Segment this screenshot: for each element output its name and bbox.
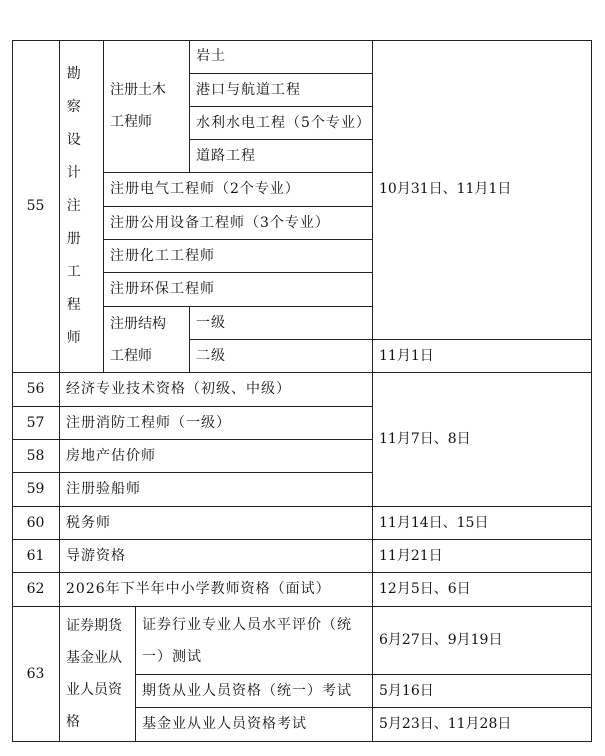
- exam-date-cell: 11月7日、8日: [373, 373, 592, 507]
- row-number: 60: [12, 507, 60, 540]
- exam-date-cell: 11月21日: [373, 540, 592, 573]
- qualification-cell: 经济专业技术资格（初级、中级）: [60, 373, 373, 407]
- qualification-cell: 注册验船师: [60, 473, 373, 507]
- qualification-cell: [136, 607, 373, 675]
- subcategory-label: 注册结构工程师: [110, 315, 166, 364]
- exam-schedule-table: [12, 40, 592, 742]
- subcategory-label: 注册土木工程师: [110, 82, 166, 130]
- row-number: 57: [12, 407, 60, 440]
- qualification-cell: 税务师: [60, 507, 373, 540]
- exam-date-cell: 12月5日、6日: [373, 573, 592, 607]
- row-number: 59: [12, 473, 60, 507]
- row-number: 63: [12, 607, 60, 742]
- row-number: 56: [12, 373, 60, 407]
- subcategory-cell: [104, 40, 190, 173]
- specialty-cell: 岩土: [190, 40, 373, 74]
- exam-date-cell: 10月31日、11月1日: [373, 40, 592, 340]
- qualification-cell: 注册环保工程师: [104, 273, 373, 307]
- category-label: 证券期货基金业从业人员资格: [66, 618, 122, 730]
- exam-date-cell: 5月23日、11月28日: [373, 708, 592, 742]
- specialty-cell: 港口与航道工程: [190, 74, 373, 107]
- specialty-cell: 道路工程: [190, 140, 373, 173]
- specialty-cell: 水利水电工程（5个专业）: [190, 107, 373, 140]
- level-cell: 一级: [190, 307, 373, 340]
- category-cell: [60, 607, 136, 742]
- exam-date-cell: 6月27日、9月19日: [373, 607, 592, 675]
- exam-date-cell: 11月14日、15日: [373, 507, 592, 540]
- row-number: 62: [12, 573, 60, 607]
- category-label: 勘察设计注册工程师: [66, 65, 82, 346]
- level-cell: 二级: [190, 340, 373, 373]
- qualification-label: 证券行业专业人员水平评价（统一）测试: [142, 616, 352, 665]
- subcategory-cell: [104, 307, 190, 373]
- row-number: 58: [12, 440, 60, 473]
- exam-date-cell: 5月16日: [373, 675, 592, 708]
- qualification-cell: 注册化工工程师: [104, 240, 373, 273]
- category-cell: [60, 40, 104, 373]
- qualification-cell: 注册消防工程师（一级）: [60, 407, 373, 440]
- row-number: 55: [12, 40, 60, 373]
- qualification-cell: 房地产估价师: [60, 440, 373, 473]
- exam-date-cell: 11月1日: [373, 340, 592, 373]
- qualification-cell: 基金业从业人员资格考试: [136, 708, 373, 742]
- qualification-cell: 注册公用设备工程师（3个专业）: [104, 207, 373, 240]
- qualification-cell: 导游资格: [60, 540, 373, 573]
- qualification-cell: 期货从业人员资格（统一）考试: [136, 675, 373, 708]
- qualification-cell: 注册电气工程师（2个专业）: [104, 173, 373, 207]
- qualification-cell: 2026年下半年中小学教师资格（面试）: [60, 573, 373, 607]
- row-number: 61: [12, 540, 60, 573]
